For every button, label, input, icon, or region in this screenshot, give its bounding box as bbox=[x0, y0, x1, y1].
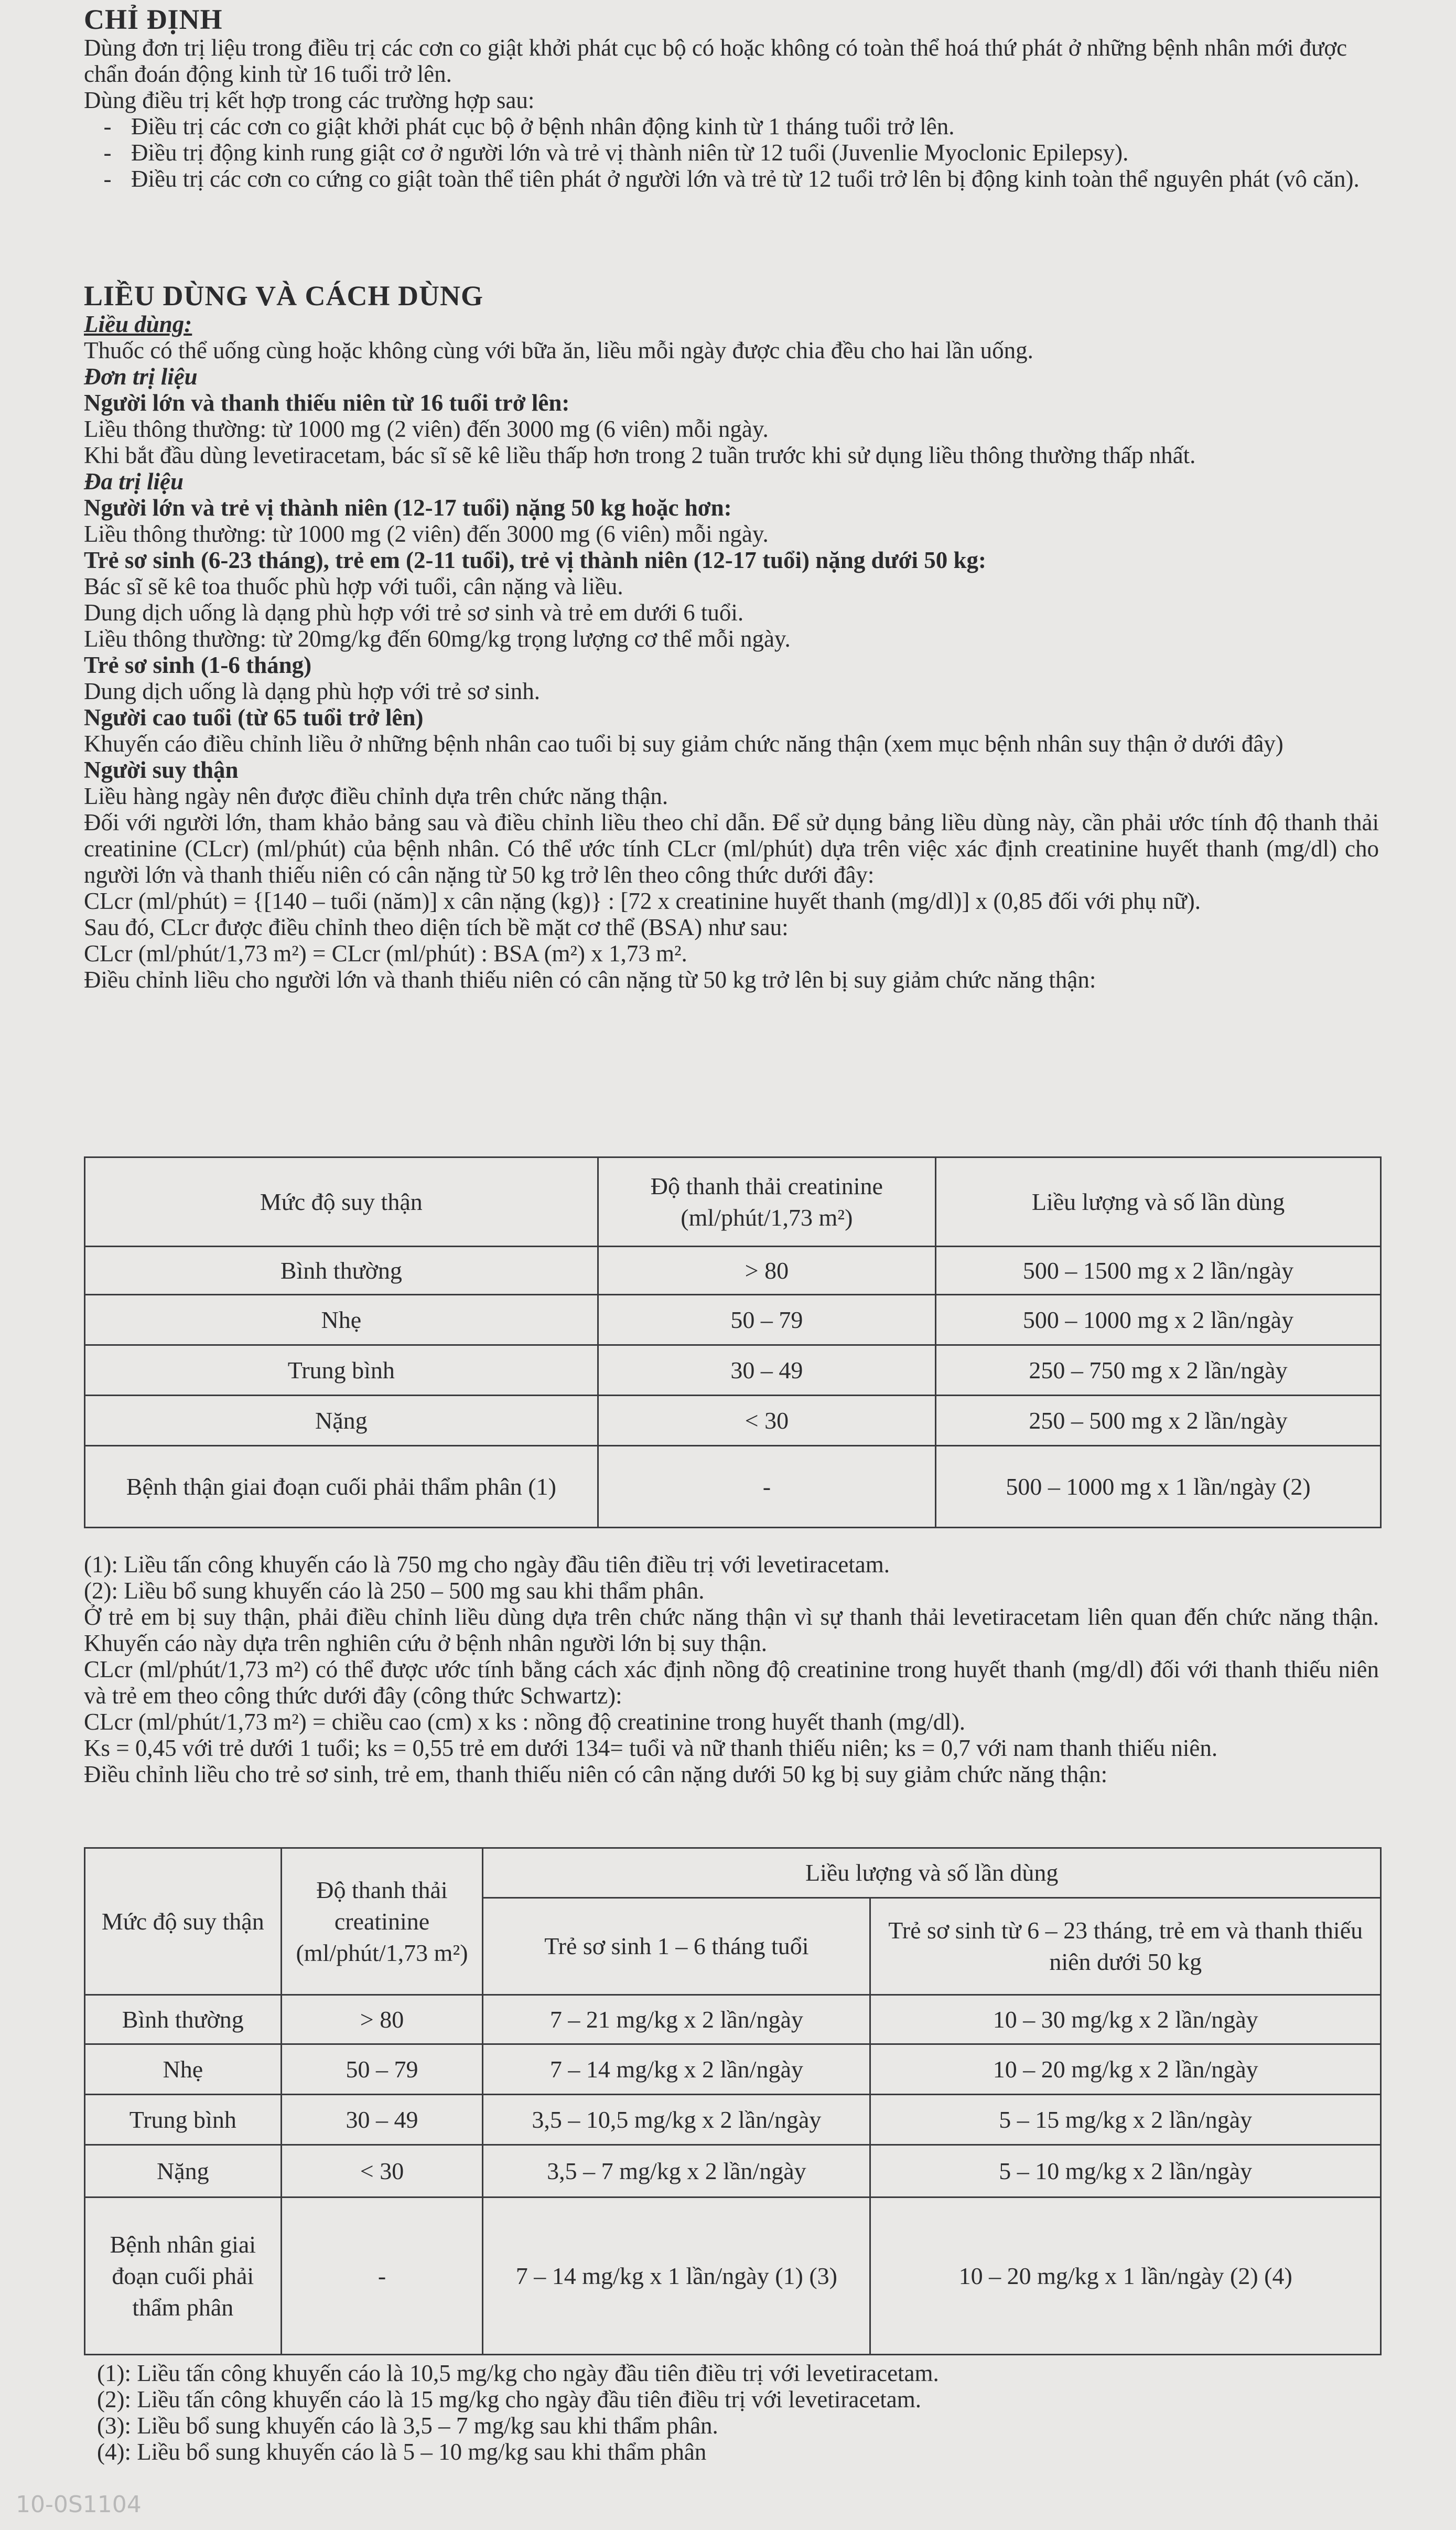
renal-notes bbox=[84, 1551, 1379, 1787]
footnote: (3): Liều bổ sung khuyến cáo là 3,5 – 7 mg/kg sau khi thẩm phân. bbox=[97, 2413, 718, 2439]
table-cell: 30 – 49 bbox=[281, 2095, 483, 2145]
table-cell: Nhẹ bbox=[85, 2044, 282, 2095]
group-heading: Người lớn và thanh thiếu niên từ 16 tuổi trở lên: bbox=[84, 390, 570, 416]
indication-item: - Điều trị động kinh rung giật cơ ở người lớn và trẻ vị thành niên từ 12 tuổi (Juvenlie Myoclonic Epilepsy). bbox=[103, 140, 1129, 166]
table-cell: 3,5 – 7 mg/kg x 2 lần/ngày bbox=[483, 2145, 870, 2197]
table-cell: 5 – 10 mg/kg x 2 lần/ngày bbox=[870, 2145, 1381, 2197]
footnote: (2): Liều tấn công khuyến cáo là 15 mg/kg cho ngày đầu tiên điều trị với levetiracetam. bbox=[97, 2386, 922, 2413]
table-cell: 500 – 1500 mg x 2 lần/ngày bbox=[936, 1247, 1381, 1295]
footnote: (2): Liều bổ sung khuyến cáo là 250 – 500 mg sau khi thẩm phân. bbox=[84, 1578, 705, 1604]
table-cell: Bình thường bbox=[85, 1995, 282, 2044]
group-heading: Trẻ sơ sinh (1-6 tháng) bbox=[84, 652, 312, 678]
table-header-cell: Trẻ sơ sinh 1 – 6 tháng tuổi bbox=[483, 1898, 870, 1995]
group-heading: Trẻ sơ sinh (6-23 tháng), trẻ em (2-11 tuổi), trẻ vị thành niên (12-17 tuổi) nặng dưới 50 kg: bbox=[84, 547, 987, 573]
table-header-row bbox=[85, 1157, 1381, 1247]
table-cell: - bbox=[598, 1446, 935, 1528]
footnote: (1): Liều tấn công khuyến cáo là 750 mg cho ngày đầu tiên điều trị với levetiracetam. bbox=[84, 1551, 890, 1578]
table-cell: 50 – 79 bbox=[281, 2044, 483, 2095]
table-cell: 10 – 30 mg/kg x 2 lần/ngày bbox=[870, 1995, 1381, 2044]
dosage-text: Thuốc có thể uống cùng hoặc không cùng với bữa ăn, liều mỗi ngày được chia đều cho hai lần uống. bbox=[84, 337, 1033, 363]
table-cell: < 30 bbox=[598, 1396, 935, 1446]
table-row bbox=[85, 1396, 1381, 1446]
indications-text: Dùng đơn trị liệu trong điều trị các cơn co giật khởi phát cục bộ có hoặc không có toàn thể hoá thứ phát ở những bệnh nhân mới được chẩn đoán động kinh từ 16 tuổi trở lên. bbox=[84, 35, 1347, 87]
indications-combo-text: Dùng điều trị kết hợp trong các trường hợp sau: bbox=[84, 87, 535, 113]
table-cell: Bệnh thận giai đoạn cuối phải thẩm phân (1) bbox=[85, 1446, 598, 1528]
table-cell: < 30 bbox=[281, 2145, 483, 2197]
table-cell: 30 – 49 bbox=[598, 1345, 935, 1396]
group-heading: Người cao tuổi (từ 65 tuổi trở lên) bbox=[84, 704, 424, 731]
renal-text: CLcr (ml/phút/1,73 m²) có thể được ước tính bằng cách xác định nồng độ creatinine trong huyết thanh (mg/dl) đối với thanh thiếu niên và trẻ em theo công thức dưới đây (công thức Schwartz): bbox=[84, 1656, 1379, 1709]
formula-text: Ks = 0,45 với trẻ dưới 1 tuổi; ks = 0,55 trẻ em dưới 134= tuổi và nữ thanh thiếu niên; ks = 0,7 với nam thanh thiếu niên. bbox=[84, 1735, 1218, 1761]
dosage-text: Liều thông thường: từ 1000 mg (2 viên) đến 3000 mg (6 viên) mỗi ngày. bbox=[84, 521, 769, 547]
table-cell: Nhẹ bbox=[85, 1295, 598, 1345]
table-cell: 7 – 14 mg/kg x 2 lần/ngày bbox=[483, 2044, 870, 2095]
table-header-cell: Liều lượng và số lần dùng bbox=[483, 1848, 1381, 1898]
pediatric-notes bbox=[97, 2360, 1392, 2465]
pediatric-dose-table bbox=[84, 1847, 1382, 2355]
formula-text: CLcr (ml/phút/1,73 m²) = CLcr (ml/phút) : BSA (m²) x 1,73 m². bbox=[84, 940, 687, 967]
dosage-text: Dung dịch uống là dạng phù hợp với trẻ sơ sinh. bbox=[84, 678, 541, 704]
table-row bbox=[85, 1995, 1381, 2044]
dosage-text: Điều chỉnh liều cho người lớn và thanh thiếu niên có cân nặng từ 50 kg trở lên bị suy giảm chức năng thận: bbox=[84, 967, 1096, 993]
table-header-cell: Mức độ suy thận bbox=[85, 1157, 598, 1247]
table-cell: 3,5 – 10,5 mg/kg x 2 lần/ngày bbox=[483, 2095, 870, 2145]
adult-dose-table bbox=[84, 1156, 1382, 1528]
table-cell: 7 – 21 mg/kg x 2 lần/ngày bbox=[483, 1995, 870, 2044]
table-cell: Bình thường bbox=[85, 1247, 598, 1295]
table-header-cell: Độ thanh thải creatinine (ml/phút/1,73 m²) bbox=[598, 1157, 935, 1247]
table-header-row bbox=[85, 1848, 1381, 1898]
dosage-text: Khi bắt đầu dùng levetiracetam, bác sĩ sẽ kê liều thấp hơn trong 2 tuần trước khi sử dụng liều thông thường thấp nhất. bbox=[84, 442, 1196, 468]
dosage-subheading: Liều dùng: bbox=[84, 311, 192, 337]
formula-text: CLcr (ml/phút) = {[140 – tuổi (năm)] x cân nặng (kg)} : [72 x creatinine huyết thanh (mg/dl)] x (0,85 đối với phụ nữ). bbox=[84, 888, 1201, 914]
table-cell: - bbox=[281, 2197, 483, 2355]
renal-text: Ở trẻ em bị suy thận, phải điều chỉnh liều dùng dựa trên chức năng thận vì sự thanh thải levetiracetam liên quan đến chức năng thận. Khuyến cáo này dựa trên nghiên cứu ở bệnh nhân người lớn bị suy thận. bbox=[84, 1604, 1379, 1656]
table-cell: 50 – 79 bbox=[598, 1295, 935, 1345]
footnote: (1): Liều tấn công khuyến cáo là 10,5 mg/kg cho ngày đầu tiên điều trị với levetiracetam. bbox=[97, 2360, 939, 2386]
table-cell: 10 – 20 mg/kg x 1 lần/ngày (2) (4) bbox=[870, 2197, 1381, 2355]
dosage-section bbox=[84, 281, 1379, 993]
indication-item: - Điều trị các cơn co giật khởi phát cục bộ ở bệnh nhân động kinh từ 1 tháng tuổi trở lên. bbox=[103, 113, 955, 140]
table-row bbox=[85, 2197, 1381, 2355]
dosage-text: Đối với người lớn, tham khảo bảng sau và điều chỉnh liều theo chỉ dẫn. Để sử dụng bảng liều dùng này, cần phải ước tính độ thanh thải creatinine (CLcr) (ml/phút) của bệnh nhân. Có thể ước tính CLcr (ml/phút) dựa trên việc xác định creatinine huyết thanh (mg/dl) cho người lớn và thanh thiếu niên có cân nặng từ 50 kg trở lên theo công thức dưới đây: bbox=[84, 809, 1379, 888]
table-row bbox=[85, 1345, 1381, 1396]
table-cell: Bệnh nhân giai đoạn cuối phải thẩm phân bbox=[85, 2197, 282, 2355]
table-cell: Trung bình bbox=[85, 1345, 598, 1396]
dosage-text: Bác sĩ sẽ kê toa thuốc phù hợp với tuổi, cân nặng và liều. bbox=[84, 573, 623, 599]
table-cell: Nặng bbox=[85, 2145, 282, 2197]
group-heading: Người lớn và trẻ vị thành niên (12-17 tuổi) nặng 50 kg hoặc hơn: bbox=[84, 495, 732, 521]
table-row bbox=[85, 2145, 1381, 2197]
table-cell: > 80 bbox=[281, 1995, 483, 2044]
renal-text: Điều chỉnh liều cho trẻ sơ sinh, trẻ em, thanh thiếu niên có cân nặng dưới 50 kg bị suy giảm chức năng thận: bbox=[84, 1761, 1108, 1787]
table-cell: 5 – 15 mg/kg x 2 lần/ngày bbox=[870, 2095, 1381, 2145]
table-cell: 250 – 750 mg x 2 lần/ngày bbox=[936, 1345, 1381, 1396]
table-row bbox=[85, 1295, 1381, 1345]
indication-item: - Điều trị các cơn co cứng co giật toàn thể tiên phát ở người lớn và trẻ từ 12 tuổi trở lên bị động kinh toàn thể nguyên phát (vô căn). bbox=[103, 166, 1360, 192]
group-heading: Người suy thận bbox=[84, 757, 239, 783]
table-row bbox=[85, 1247, 1381, 1295]
polytherapy-heading: Đa trị liệu bbox=[84, 468, 184, 495]
table-cell: 7 – 14 mg/kg x 1 lần/ngày (1) (3) bbox=[483, 2197, 870, 2355]
dosage-text: Dung dịch uống là dạng phù hợp với trẻ sơ sinh và trẻ em dưới 6 tuổi. bbox=[84, 599, 744, 626]
dosage-text: Liều hàng ngày nên được điều chỉnh dựa trên chức năng thận. bbox=[84, 783, 668, 809]
table-header-cell: Liều lượng và số lần dùng bbox=[936, 1157, 1381, 1247]
table-row bbox=[85, 1446, 1381, 1528]
table-row bbox=[85, 2095, 1381, 2145]
batch-code: 10-0S1104 bbox=[16, 2491, 142, 2518]
table-cell: 500 – 1000 mg x 1 lần/ngày (2) bbox=[936, 1446, 1381, 1528]
formula-text: CLcr (ml/phút/1,73 m²) = chiều cao (cm) x ks : nồng độ creatinine trong huyết thanh (mg/dl). bbox=[84, 1709, 965, 1735]
indications-heading: CHỈ ĐỊNH bbox=[84, 4, 223, 35]
table-cell: Trung bình bbox=[85, 2095, 282, 2145]
table-header-cell: Trẻ sơ sinh từ 6 – 23 tháng, trẻ em và thanh thiếu niên dưới 50 kg bbox=[870, 1898, 1381, 1995]
table-cell: > 80 bbox=[598, 1247, 935, 1295]
table-row bbox=[85, 2044, 1381, 2095]
dosage-text: Sau đó, CLcr được điều chỉnh theo diện tích bề mặt cơ thể (BSA) như sau: bbox=[84, 914, 789, 940]
dosage-text: Liều thông thường: từ 20mg/kg đến 60mg/kg trọng lượng cơ thể mỗi ngày. bbox=[84, 626, 791, 652]
table-cell: 250 – 500 mg x 2 lần/ngày bbox=[936, 1396, 1381, 1446]
dosage-text: Liều thông thường: từ 1000 mg (2 viên) đến 3000 mg (6 viên) mỗi ngày. bbox=[84, 416, 769, 442]
dosage-text: Khuyến cáo điều chỉnh liều ở những bệnh nhân cao tuổi bị suy giảm chức năng thận (xem mục bệnh nhân suy thận ở dưới đây) bbox=[84, 731, 1284, 757]
monotherapy-heading: Đơn trị liệu bbox=[84, 363, 198, 390]
table-cell: 10 – 20 mg/kg x 2 lần/ngày bbox=[870, 2044, 1381, 2095]
indications-section bbox=[84, 4, 1379, 192]
table-header-cell: Độ thanh thải creatinine (ml/phút/1,73 m²) bbox=[281, 1848, 483, 1995]
table-cell: Nặng bbox=[85, 1396, 598, 1446]
dosage-heading: LIỀU DÙNG VÀ CÁCH DÙNG bbox=[84, 280, 484, 312]
footnote: (4): Liều bổ sung khuyến cáo là 5 – 10 mg/kg sau khi thẩm phân bbox=[97, 2439, 707, 2465]
table-cell: 500 – 1000 mg x 2 lần/ngày bbox=[936, 1295, 1381, 1345]
table-header-cell: Mức độ suy thận bbox=[85, 1848, 282, 1995]
